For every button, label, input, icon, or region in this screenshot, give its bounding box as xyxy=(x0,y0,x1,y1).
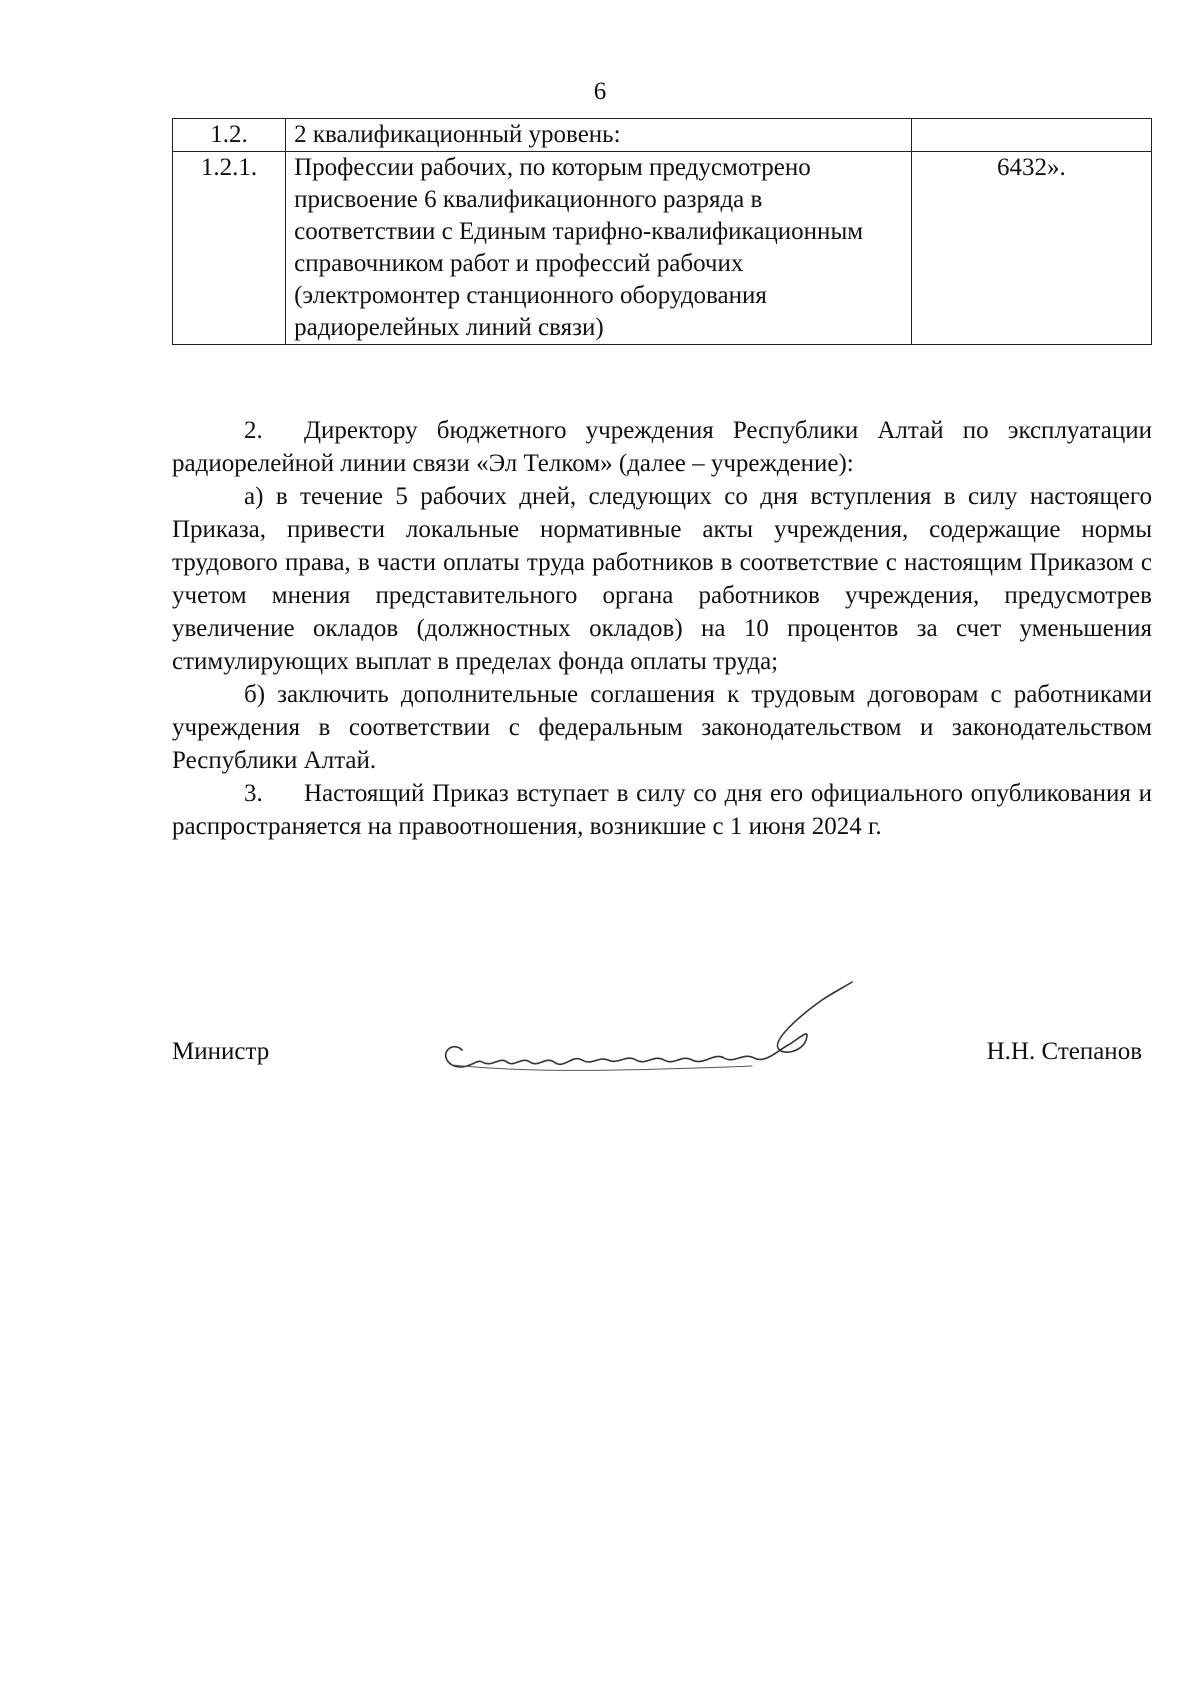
table-cell-description: Профессии рабочих, по которым предусмотрено присвоение 6 квалификационного разряда в соответствии с Единым тарифно-квалификационным справочником работ и профессий рабочих (электромонтер станционного оборудования радиорелейных линий связи) xyxy=(286,152,912,345)
paragraph-2 xyxy=(172,414,1152,480)
table-cell-value xyxy=(911,119,1151,152)
table-row xyxy=(173,119,1152,152)
table-cell-number: 1.2. xyxy=(173,119,286,152)
paragraph-2b: б) заключить дополнительные соглашения к трудовым договорам с работниками учреждения в соответствии с федеральным законодательством и законодательством Республики Алтай. xyxy=(172,681,1152,774)
table-cell-number: 1.2.1. xyxy=(173,152,286,345)
paragraph-text: Настоящий Приказ вступает в силу со дня его официального опубликования и распространяется на правоотношения, возникшие с 1 июня 2024 г. xyxy=(172,780,1152,840)
paragraph-3 xyxy=(172,777,1152,843)
signatory-name: Н.Н. Степанов xyxy=(986,1038,1142,1065)
table-cell-value: 6432». xyxy=(911,152,1151,345)
paragraph-2a: а) в течение 5 рабочих дней, следующих со дня вступления в силу настоящего Приказа, привести локальные нормативные акты учреждения, содержащие нормы трудового права, в части оплаты труда работников в соответствие с настоящим Приказом с учетом мнения представительного органа работников учреждения, предусмотрев увеличение окладов (должностных окладов) на 10 процентов за счет уменьшения стимулирующих выплат в пределах фонда оплаты труда; xyxy=(172,483,1152,675)
table-cell-description: 2 квалификационный уровень: xyxy=(286,119,912,152)
signatory-position: Министр xyxy=(172,1038,270,1065)
table-row xyxy=(173,152,1152,345)
paragraph-number: 3. xyxy=(244,780,263,807)
paragraph-number: 2. xyxy=(244,417,263,444)
handwritten-signature xyxy=(422,970,872,1090)
document-body xyxy=(172,414,1152,843)
page-number: 6 xyxy=(593,78,607,105)
paragraph-text: Директору бюджетного учреждения Республики Алтай по эксплуатации радиорелейной линии связи «Эл Телком» (далее – учреждение): xyxy=(172,417,1152,477)
qualification-table xyxy=(172,118,1152,345)
signature-block xyxy=(172,1020,1152,1080)
